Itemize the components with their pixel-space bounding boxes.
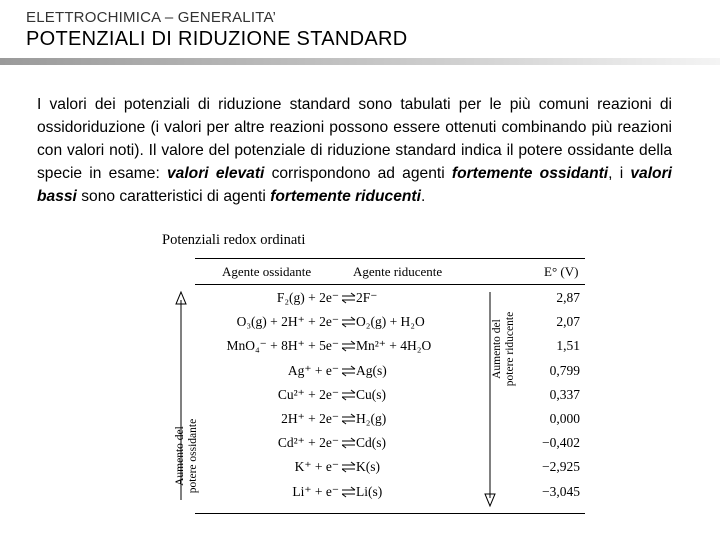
row-reductant: Ag(s) (356, 362, 387, 378)
left-label-line-2: potere ossidante (187, 418, 199, 494)
title-divider (0, 58, 720, 65)
header-potential: E° (V) (544, 264, 579, 279)
section-subtitle: ELETTROCHIMICA – GENERALITA’ (26, 9, 277, 26)
row-reductant: Li(s) (356, 483, 383, 499)
left-label-line-1: Aumento del (174, 426, 186, 486)
arrows-layer (160, 228, 590, 520)
row-potential: −3,045 (542, 483, 580, 499)
para-text-3: , i (608, 165, 631, 182)
right-axis-label (491, 289, 517, 409)
row-potential: 2,07 (556, 314, 580, 330)
row-potential: −0,402 (542, 435, 580, 451)
figure-title: Potenziali redox ordinati (162, 232, 306, 248)
row-potential: 0,799 (549, 362, 580, 378)
row-oxidant: K⁺ + e⁻ (294, 459, 339, 475)
row-potential: 0,337 (549, 386, 580, 402)
row-reductant: O₂(g) + H₂O (356, 314, 425, 330)
row-reductant: Cd(s) (356, 435, 386, 451)
row-oxidant: 2H⁺ + 2e⁻ (281, 411, 339, 426)
redox-table-figure (160, 228, 590, 520)
row-potential: −2,925 (542, 459, 580, 475)
para-text-1: I valori dei potenziali di riduzione standard sono tabulati per le più comuni reazioni di ossidoriduzione (i valori per altre reazioni possono essere ottenuti combinando più reazioni con valori noti). Il valore del potenziale di riduzione standard indica il potere ossidante della specie in esame: (37, 96, 672, 182)
body-paragraph (37, 93, 672, 208)
row-oxidant: Cu²⁺ + 2e⁻ (277, 386, 339, 402)
row-oxidant: MnO₄⁻ + 8H⁺ + 5e⁻ (226, 338, 339, 354)
right-label-line-1: Aumento del (491, 319, 503, 379)
row-reductant: 2F⁻ (356, 290, 378, 305)
para-emphasis-1: valori elevati (167, 165, 265, 182)
row-reductant: Cu(s) (356, 386, 386, 402)
row-reductant: H₂(g) (356, 411, 387, 426)
header-reductant: Agente riducente (353, 264, 443, 279)
para-emphasis-4: fortemente riducenti (270, 188, 421, 205)
row-reductant: K(s) (356, 459, 380, 475)
header-oxidant: Agente ossidante (222, 264, 312, 279)
row-oxidant: F₂(g) + 2e⁻ (276, 290, 339, 305)
left-axis-label (174, 396, 200, 516)
para-emphasis-3: valori bassi (37, 165, 672, 205)
right-label-line-2: potere riducente (504, 311, 516, 387)
row-reductant: Mn²⁺ + 4H₂O (356, 338, 432, 354)
row-potential: 1,51 (556, 338, 580, 354)
para-emphasis-2: fortemente ossidanti (451, 165, 609, 182)
para-text-4: sono caratteristici di agenti (76, 188, 271, 205)
row-oxidant: Ag⁺ + e⁻ (287, 362, 339, 378)
para-text-2: corrispondono ad agenti (264, 165, 452, 182)
row-oxidant: O₃(g) + 2H⁺ + 2e⁻ (236, 314, 339, 330)
page-title: POTENZIALI DI RIDUZIONE STANDARD (26, 28, 408, 50)
row-oxidant: Li⁺ + e⁻ (292, 483, 339, 499)
row-oxidant: Cd²⁺ + 2e⁻ (277, 435, 339, 451)
row-potential: 0,000 (549, 411, 580, 426)
row-potential: 2,87 (556, 290, 580, 305)
para-text-5: . (420, 188, 426, 205)
